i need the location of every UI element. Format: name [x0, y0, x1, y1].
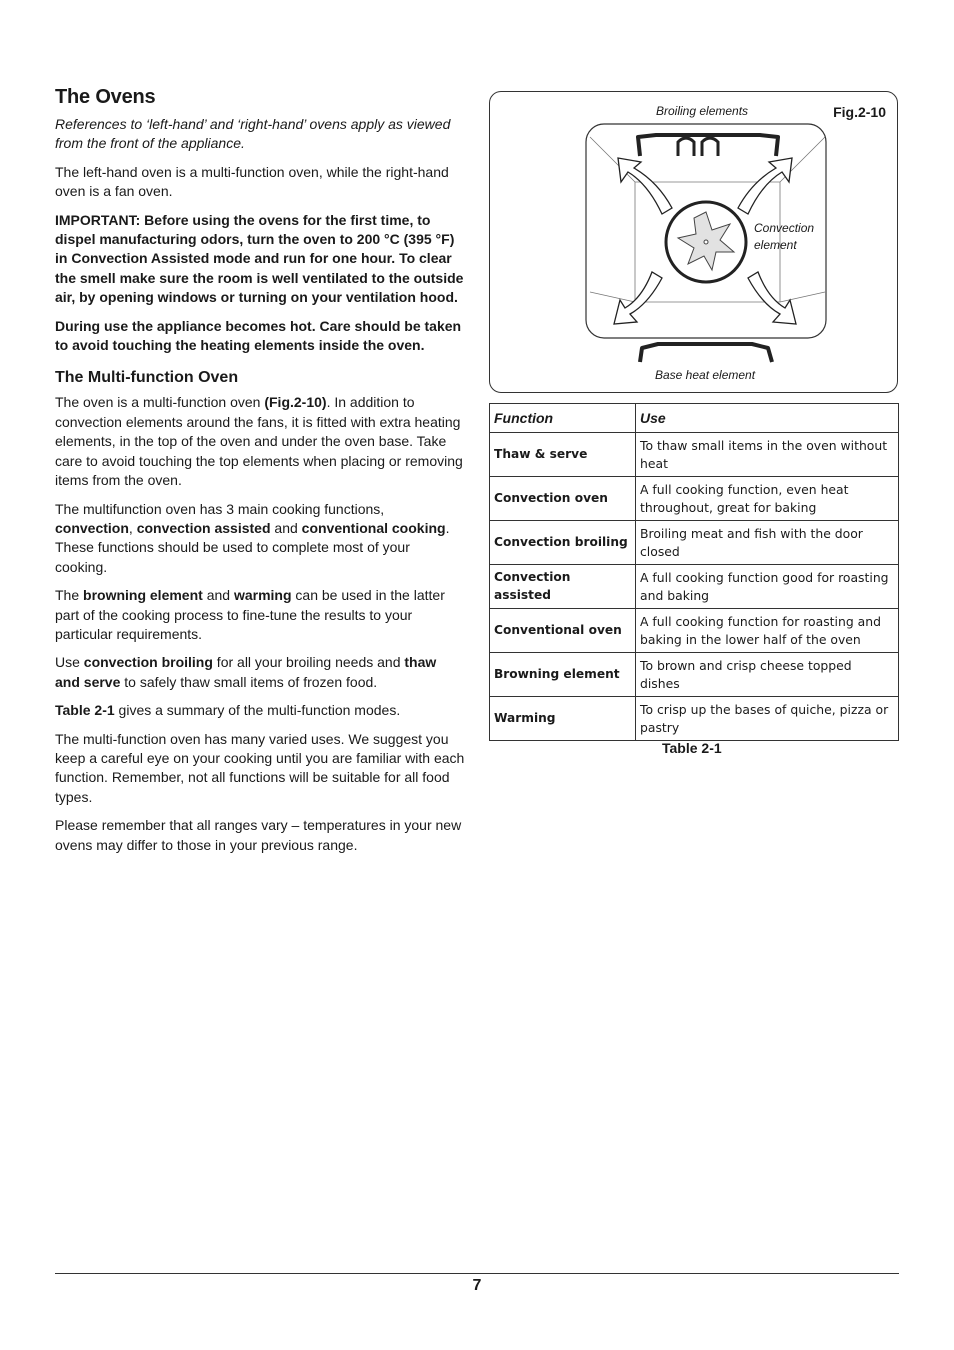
multi-function-table — [489, 403, 899, 741]
table-row — [490, 521, 899, 565]
section-heading: The Multi-function Oven — [55, 369, 239, 387]
use-cell: A full cooking function for roasting and baking in the lower half of the oven — [636, 609, 899, 653]
use-cell: A full cooking function good for roasting and baking — [636, 565, 899, 609]
text-run: and — [202, 587, 234, 604]
bold-run: browning element — [83, 587, 203, 604]
broiling-element-loops-icon — [678, 138, 718, 156]
paragraph-1 — [55, 393, 465, 490]
function-cell: Convection assisted — [490, 565, 636, 609]
header-function: Function — [490, 404, 636, 433]
fan-hub-icon — [704, 240, 708, 244]
intro-note: References to ‘left-hand’ and ‘right-hand’ ovens apply as viewed from the front of the appliance. — [55, 116, 451, 152]
bold-run: convection assisted — [136, 519, 271, 536]
paragraph-5 — [55, 701, 465, 720]
use-cell: To thaw small items in the oven without heat — [636, 433, 899, 477]
paragraph-7: Please remember that all ranges vary – temperatures in your new ovens may differ to those in your previous range. — [55, 817, 462, 853]
table-row — [490, 565, 899, 609]
use-cell: A full cooking function, even heat throughout, great for baking — [636, 477, 899, 521]
important-text: Before using the ovens for the first time, to dispel manufacturing odors, turn the oven to 200 °C (395 °F) in Convection Assisted mode and run for one hour. To clear the smell make sure the room is well ventilated to the outside air, by opening windows or turning on your ventilation hood. — [55, 211, 464, 306]
table-row — [490, 697, 899, 741]
intro-paragraph: The left-hand oven is a multi-function oven, while the right-hand oven is a fan oven. — [55, 163, 449, 200]
text-run: to safely thaw small items of frozen food. — [120, 673, 378, 690]
bold-run: thaw and serve — [55, 654, 437, 690]
text-run: , — [128, 519, 137, 536]
bold-run: convection — [55, 519, 129, 536]
table-row — [490, 609, 899, 653]
use-cell: Broiling meat and fish with the door closed — [636, 521, 899, 565]
important-paragraph — [55, 211, 465, 308]
table-caption: Table 2-1 — [662, 740, 722, 756]
paragraph-6: The multi-function oven has many varied uses. We suggest you keep a careful eye on your cooking until you are familiar with each function. Remember, not all functions will be suitable for all food types. — [55, 730, 465, 805]
text-run: and — [270, 519, 302, 536]
figure-reference: (Fig.2-10) — [264, 394, 327, 411]
function-cell: Browning element — [490, 653, 636, 697]
footer-divider — [55, 1273, 899, 1274]
use-cell: To crisp up the bases of quiche, pizza or pastry — [636, 697, 899, 741]
figure-oven-diagram — [489, 91, 898, 393]
callout-base-heat-element: Base heat element — [655, 368, 756, 382]
oven-diagram-illustration — [490, 92, 899, 394]
table-row — [490, 433, 899, 477]
left-column — [55, 86, 465, 864]
function-cell: Thaw & serve — [490, 433, 636, 477]
paragraph-4 — [55, 653, 465, 692]
function-cell: Conventional oven — [490, 609, 636, 653]
text-run: The oven is a multi-function oven — [55, 394, 265, 411]
bold-run: conventional cooking — [301, 519, 446, 536]
use-cell: To brown and crisp cheese topped dishes — [636, 653, 899, 697]
text-run: . In addition to convection elements around the fans, it is fitted with extra heating elements, in the top of the oven and under the oven base. Take care to avoid touching the top elements when placing or removing items from the oven. — [55, 394, 463, 489]
table-row — [490, 477, 899, 521]
text-run: . These functions should be used to complete most of your cooking. — [55, 519, 450, 575]
table-reference: Table 2-1 — [55, 702, 115, 719]
function-cell: Convection broiling — [490, 521, 636, 565]
base-heat-element-icon — [640, 344, 772, 362]
text-run: gives a summary of the multi-function modes. — [114, 702, 401, 719]
important-label: IMPORTANT: — [55, 211, 141, 228]
bold-run: warming — [233, 587, 292, 604]
text-run: can be used in the latter part of the cooking process to fine-tune the results to your particular requirements. — [55, 587, 445, 642]
page-number: 7 — [472, 1277, 482, 1294]
header-use: Use — [636, 404, 899, 433]
bold-run: convection broiling — [83, 654, 213, 671]
warning-paragraph: During use the appliance becomes hot. Care should be taken to avoid touching the heating elements inside the oven. — [55, 317, 462, 354]
table-header-row — [490, 404, 899, 433]
text-run: Use — [55, 654, 84, 671]
function-cell: Warming — [490, 697, 636, 741]
callout-broiling-elements: Broiling elements — [656, 104, 749, 118]
page-title: The Ovens — [55, 86, 156, 108]
paragraph-3 — [55, 586, 465, 644]
figure-label: Fig.2-10 — [833, 104, 886, 120]
text-run: for all your broiling needs and — [212, 654, 405, 671]
paragraph-2 — [55, 500, 465, 578]
callout-convection-element: Convection element — [754, 221, 815, 252]
function-cell: Convection oven — [490, 477, 636, 521]
text-run: The — [55, 587, 84, 604]
text-run: The multifunction oven has 3 main cooking functions, — [55, 500, 385, 517]
table-row — [490, 653, 899, 697]
